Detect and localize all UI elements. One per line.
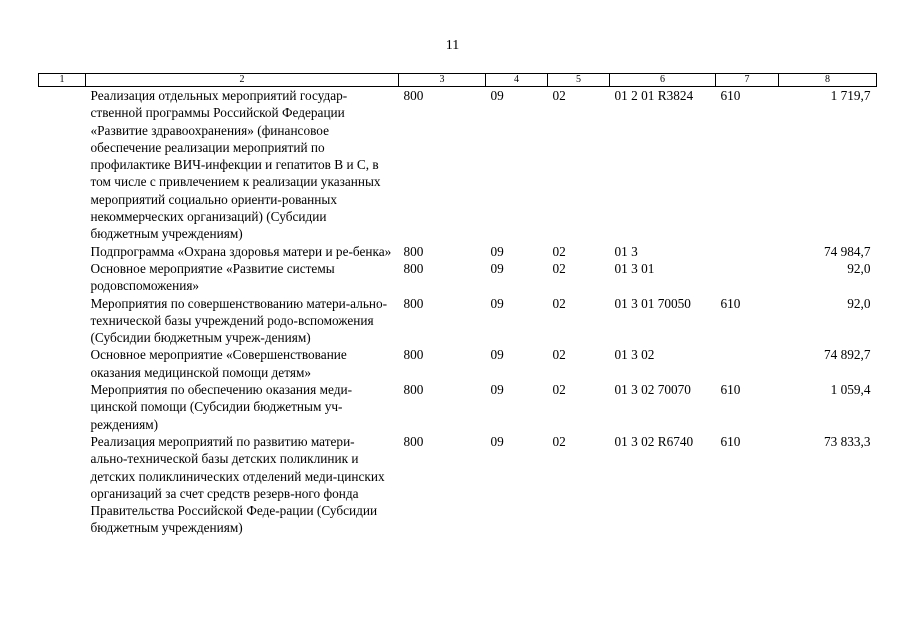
amount-cell: 73 833,3: [823, 433, 871, 449]
ministry-cell: 800: [403, 382, 424, 398]
budget-table: [38, 73, 877, 537]
table-row: [39, 433, 877, 537]
expense-type-cell: [716, 346, 779, 381]
section-cell: 09: [490, 433, 504, 449]
section-cell: 09: [490, 347, 504, 363]
table-row: [39, 87, 877, 243]
column-header-3: 3: [399, 74, 486, 87]
ministry-cell: 800: [403, 295, 424, 311]
ministry-cell: 800: [403, 347, 424, 363]
row-number-cell: [39, 346, 86, 381]
table-row: [39, 346, 877, 381]
amount-cell: 1 719,7: [830, 88, 871, 103]
column-header-5: 5: [548, 74, 610, 87]
target-article-cell: 01 3 02 R6740: [614, 433, 694, 449]
section-cell: 09: [490, 295, 504, 311]
description-cell: Реализация мероприятий по развитию матери-ально-технической базы детских поликлиник и детских поликлинических отделений меди-цинских организаций за счет средств резерв-ного фонда Правительства Российской Феде-рации (Субсидии бюджетным учреждениям): [90, 433, 385, 536]
description-cell: Основное мероприятие «Развитие системы родовспоможения»: [90, 260, 335, 294]
section-cell: 09: [490, 260, 504, 276]
description-cell: Мероприятия по обеспечению оказания меди-цинской помощи (Субсидии бюджетным уч-реждениям): [90, 382, 353, 432]
table-row: [39, 260, 877, 295]
subsection-cell: 02: [552, 433, 566, 449]
subsection-cell: 02: [552, 347, 566, 363]
target-article-cell: 01 3 02: [614, 347, 655, 363]
row-number-cell: [39, 243, 86, 260]
ministry-cell: 800: [403, 260, 424, 276]
subsection-cell: 02: [552, 382, 566, 398]
subsection-cell: 02: [552, 88, 566, 103]
row-number-cell: [39, 87, 86, 243]
column-header-1: 1: [39, 74, 86, 87]
page-number: 11: [445, 38, 460, 53]
row-number-cell: [39, 381, 86, 433]
column-header-7: 7: [716, 74, 779, 87]
ministry-cell: 800: [403, 433, 424, 449]
expense-type-cell: [716, 260, 779, 295]
table-row: [39, 381, 877, 433]
description-cell: Подпрограмма «Охрана здоровья матери и ре-бенка»: [90, 243, 392, 259]
section-cell: 09: [490, 243, 504, 259]
target-article-cell: 01 3 01: [614, 260, 655, 276]
subsection-cell: 02: [552, 260, 566, 276]
target-article-cell: 01 3 01 70050: [614, 295, 691, 311]
row-number-cell: [39, 295, 86, 347]
expense-type-cell: 610: [720, 382, 741, 398]
description-cell: Реализация отдельных мероприятий государ-ственной программы Российской Федерации «Развитие здравоохранения» (финансовое обеспечение реализации мероприятий по профилактике ВИЧ-инфекции и гепатитов В и С, в том числе с привлечением к реализации указанных мероприятий социально ориенти-рованных некоммерческих организаций) (Субсидии бюджетным учреждениям): [90, 88, 381, 242]
section-cell: 09: [490, 382, 504, 398]
target-article-cell: 01 3: [614, 243, 638, 259]
table-row: [39, 243, 877, 260]
section-cell: 09: [490, 88, 504, 103]
ministry-cell: 800: [403, 88, 424, 103]
column-header-2: 2: [86, 74, 399, 87]
amount-cell: 74 984,7: [823, 243, 871, 259]
description-cell: Основное мероприятие «Совершенствование оказания медицинской помощи детям»: [90, 347, 347, 380]
subsection-cell: 02: [552, 243, 566, 259]
amount-cell: 74 892,7: [823, 347, 871, 363]
ministry-cell: 800: [403, 243, 424, 259]
expense-type-cell: 610: [720, 88, 741, 103]
table-row: [39, 295, 877, 347]
target-article-cell: 01 3 02 70070: [614, 382, 691, 398]
amount-cell: 1 059,4: [830, 382, 871, 398]
row-number-cell: [39, 433, 86, 537]
column-header-4: 4: [486, 74, 548, 87]
column-number-header-row: [39, 74, 877, 87]
description-cell: Мероприятия по совершенствованию матери-ально-технической базы учреждений родо-вспоможения (Субсидии бюджетным учреж-дениям): [90, 295, 388, 346]
amount-cell: 92,0: [847, 295, 871, 311]
column-header-6: 6: [610, 74, 716, 87]
expense-type-cell: 610: [720, 295, 741, 311]
row-number-cell: [39, 260, 86, 295]
expense-type-cell: 610: [720, 433, 741, 449]
column-header-8: 8: [779, 74, 877, 87]
subsection-cell: 02: [552, 295, 566, 311]
expense-type-cell: [716, 243, 779, 260]
amount-cell: 92,0: [847, 260, 871, 276]
target-article-cell: 01 2 01 R3824: [614, 88, 694, 103]
